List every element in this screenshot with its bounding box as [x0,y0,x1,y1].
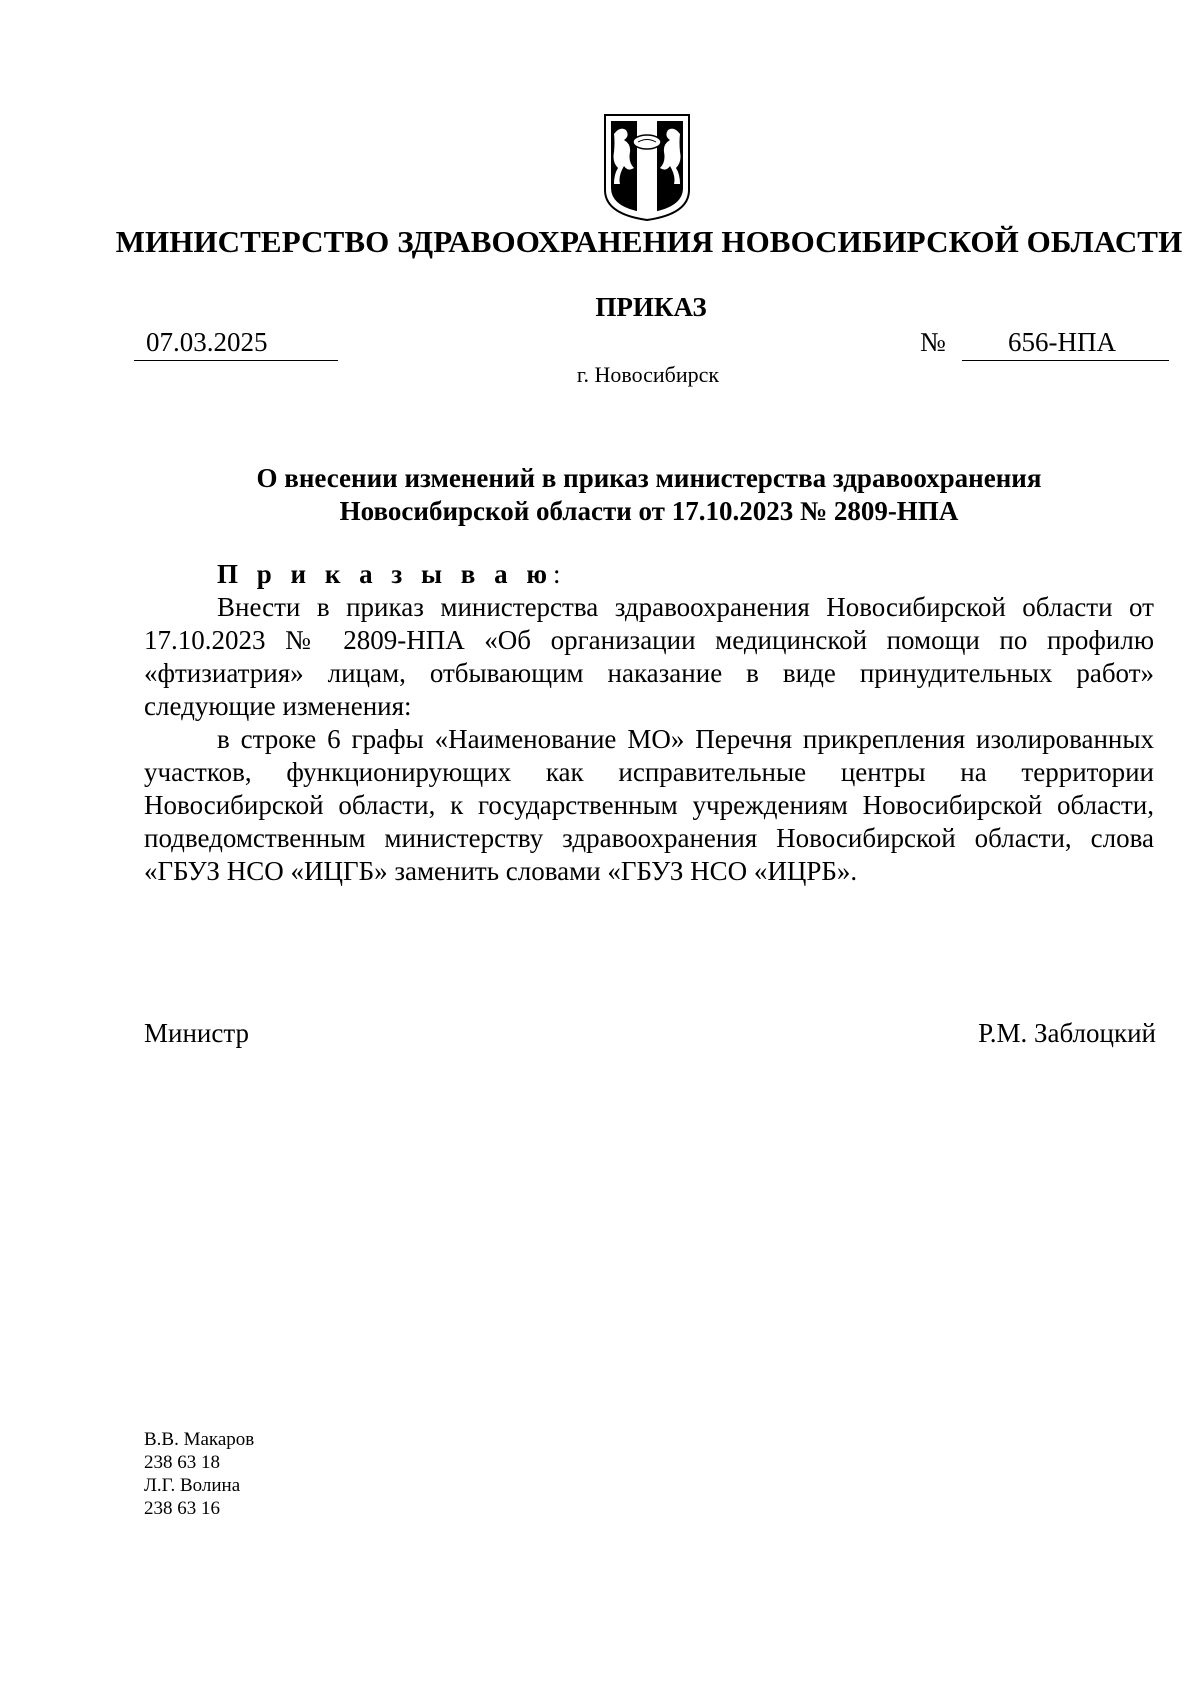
signatory-name: Р.М. Заблоцкий [978,1018,1156,1048]
order-date: 07.03.2025 [146,327,268,357]
order-body [144,558,1154,888]
body-paragraph-2: в строке 6 графы «Наименование МО» Перечня прикрепления изолированных участков, функционирующих как исправительные центры на территории Новосибирской области, к государственным учреждениям Новосибирской области, подведомственным министерству здравоохранения Новосибирской области, слова «ГБУЗ НСО «ИЦГБ» заменить словами «ГБУЗ НСО «ИЦРБ». [144,724,1154,886]
contacts-block [144,1428,254,1520]
contact-name: В.В. Макаров [144,1429,255,1450]
order-number-field [962,326,1169,361]
city: г. Новосибирск [576,362,720,387]
subject-line-1: О внесении изменений в приказ министерства здравоохранения [256,463,1042,493]
order-subject [134,462,1164,528]
order-colon: : [553,559,561,589]
order-word: П р и к а з ы в а ю [217,559,554,589]
ministry-title: МИНИСТЕРСТВО ЗДРАВООХРАНЕНИЯ НОВОСИБИРСКОЙ ОБЛАСТИ [115,224,1183,259]
document-type: ПРИКАЗ [595,292,707,322]
subject-line-2: Новосибирской области от 17.10.2023 № 2809-НПА [339,496,959,526]
number-sign: № [920,327,946,357]
coat-of-arms-emblem [602,112,692,222]
order-directive [144,558,1154,591]
order-date-field [134,326,338,361]
order-number: 656-НПА [1008,327,1116,357]
body-paragraph-1: Внести в приказ министерства здравоохранения Новосибирской области от 17.10.2023 № 2809-НПА «Об организации медицинской помощи по профилю «фтизиатрия» лицам, отбывающим наказание в виде принудительных работ» следующие изменения: [144,592,1154,721]
signatory-role: Министр [144,1018,249,1048]
contact-phone: 238 63 18 [144,1452,220,1473]
contact-name: Л.Г. Волина [144,1475,241,1496]
contact-phone: 238 63 16 [144,1498,220,1519]
